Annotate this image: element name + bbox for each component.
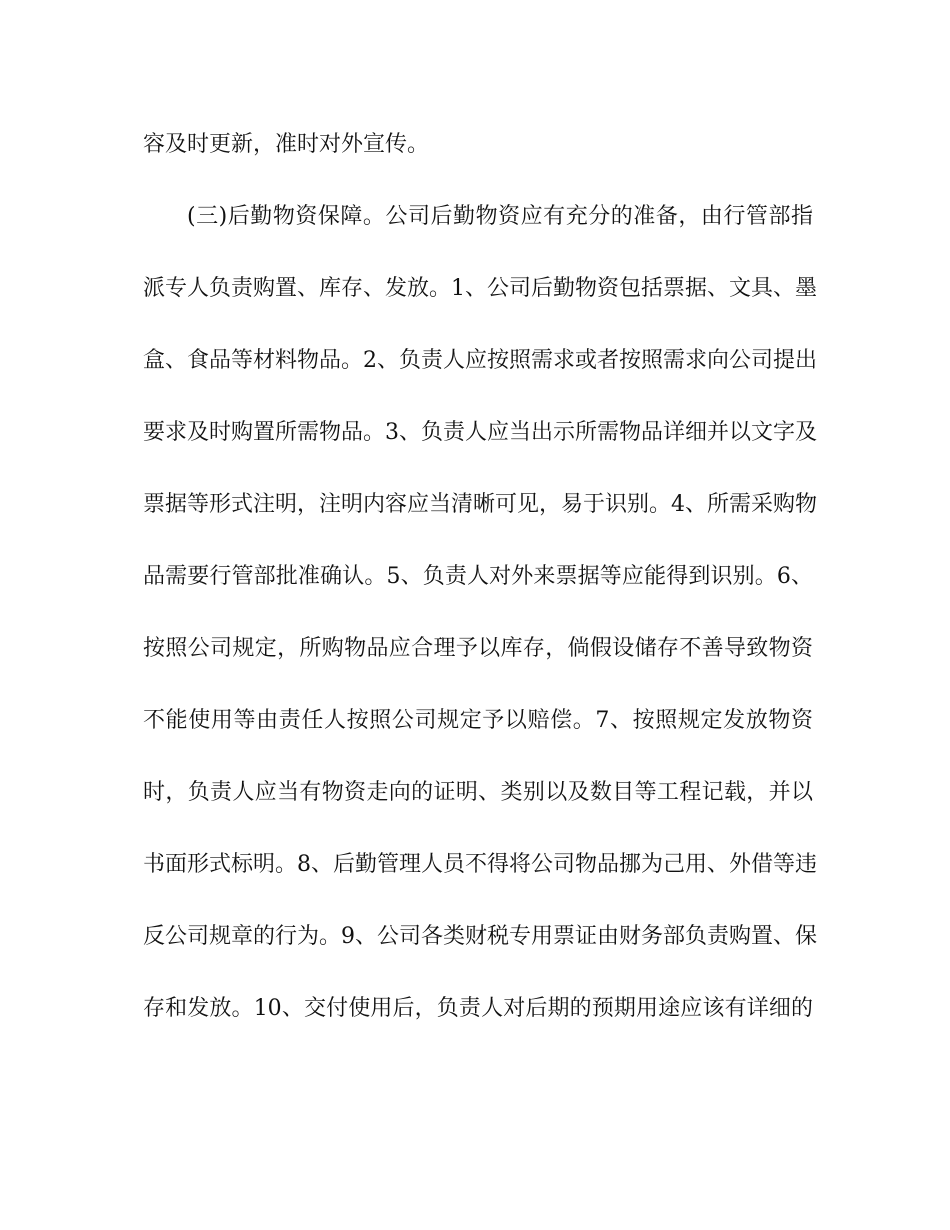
paragraph-line-8: 按照公司规定，所购物品应合理予以库存，倘假设储存不善导致物资: [143, 636, 813, 661]
paragraph-line-10: 时，负责人应当有物资走向的证明、类别以及数目等工程记载，并以: [143, 780, 813, 805]
paragraph-line-1: 容及时更新，准时对外宣传。: [143, 132, 430, 157]
paragraph-line-13: 存和发放。10、交付使用后，负责人对后期的预期用途应该有详细的: [143, 996, 813, 1021]
paragraph-line-6: 票据等形式注明，注明内容应当清晰可见，易于识别。4、所需采购物: [143, 492, 817, 517]
paragraph-line-2: (三)后勤物资保障。公司后勤物资应有充分的准备，由行管部指: [187, 204, 813, 229]
paragraph-line-3: 派专人负责购置、库存、发放。1、公司后勤物资包括票据、文具、墨: [143, 276, 817, 301]
paragraph-line-12: 反公司规章的行为。9、公司各类财税专用票证由财务部负责购置、保: [143, 924, 817, 949]
paragraph-line-4: 盒、食品等材料物品。2、负责人应按照需求或者按照需求向公司提出: [143, 348, 817, 373]
paragraph-line-5: 要求及时购置所需物品。3、负责人应当出示所需物品详细并以文字及: [143, 420, 817, 445]
paragraph-line-11: 书面形式标明。8、后勤管理人员不得将公司物品挪为己用、外借等违: [143, 852, 817, 877]
paragraph-line-7: 品需要行管部批准确认。5、负责人对外来票据等应能得到识别。6、: [143, 564, 813, 589]
paragraph-line-9: 不能使用等由责任人按照公司规定予以赔偿。7、按照规定发放物资: [143, 708, 813, 733]
